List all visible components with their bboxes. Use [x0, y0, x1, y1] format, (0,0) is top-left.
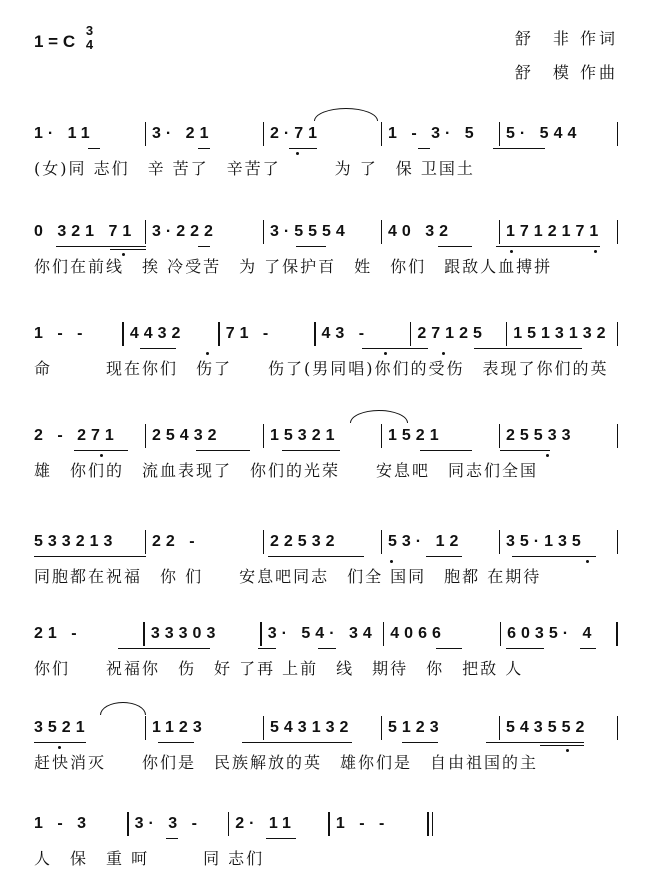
measure: 1 - 3· 5	[388, 125, 479, 142]
barline	[617, 322, 619, 346]
barline	[499, 530, 501, 554]
underline	[268, 556, 364, 557]
tie-arc	[314, 108, 378, 121]
lower-octave-dot	[390, 560, 393, 563]
measure: 25533	[506, 427, 576, 444]
tie-arc	[100, 702, 146, 715]
underline	[438, 246, 472, 247]
underline	[402, 742, 438, 743]
time-numerator: 3	[85, 22, 94, 38]
measure: 3521	[34, 719, 90, 736]
lyrics-line: (女)同 志们 辛 苦了 辛苦了 为 了 保 卫国土	[34, 159, 475, 178]
measure: 4066	[390, 625, 446, 642]
barline	[499, 122, 501, 146]
barline	[617, 122, 619, 146]
measure: 53· 12	[388, 533, 464, 550]
measure: 1521	[388, 427, 444, 444]
lower-octave-dot	[296, 152, 299, 155]
barline	[328, 812, 330, 836]
key-signature	[34, 22, 94, 52]
underline	[506, 648, 544, 649]
underline	[198, 148, 210, 149]
barline	[499, 716, 501, 740]
underline	[362, 348, 428, 349]
barline	[145, 424, 147, 448]
notes-line	[34, 122, 618, 146]
key-label: 1 = C	[34, 32, 76, 51]
underline	[118, 648, 210, 649]
measure: 543132	[270, 719, 354, 736]
barline	[122, 322, 124, 346]
lower-octave-dot	[442, 352, 445, 355]
measure: 6035· 4	[507, 625, 597, 642]
measure: 43 -	[321, 325, 370, 342]
measure: 3· 3 -	[134, 815, 202, 832]
barline	[381, 530, 383, 554]
underline	[56, 246, 146, 247]
underline	[289, 148, 317, 149]
measure: 1 - 3	[34, 815, 92, 832]
measure: 4432	[129, 325, 186, 342]
barline	[500, 622, 502, 646]
barline	[616, 622, 618, 646]
notes-line	[34, 716, 618, 740]
lyrics-line: 人 保 重 呵 同 志们	[34, 849, 265, 868]
underline	[258, 648, 276, 649]
barline	[499, 424, 501, 448]
underline	[196, 450, 250, 451]
barline	[381, 424, 383, 448]
measure: 1712171	[506, 223, 604, 240]
measure: 35·135	[506, 533, 586, 550]
measure: 5· 544	[506, 125, 582, 142]
barline	[617, 424, 619, 448]
barline	[617, 220, 619, 244]
measure: 15321	[270, 427, 340, 444]
barline	[314, 322, 316, 346]
lower-octave-dot	[384, 352, 387, 355]
barline	[263, 530, 265, 554]
measure: 25432	[152, 427, 222, 444]
measure: 3· 21	[152, 125, 214, 142]
measure: 0 321 71	[34, 223, 137, 240]
underline	[496, 246, 600, 247]
underline	[418, 148, 430, 149]
lower-octave-dot	[206, 352, 209, 355]
barline	[263, 220, 265, 244]
lyrics-line: 同胞都在祝福 你 们 安息吧同志 们全 国同 胞都 在期待	[34, 567, 542, 586]
underline	[420, 450, 472, 451]
measure: 22 -	[152, 533, 200, 550]
underline	[74, 450, 128, 451]
measure: 2· 11	[235, 815, 296, 832]
barline	[499, 220, 501, 244]
composer-credit: 舒 模 作曲	[514, 63, 618, 82]
underline	[296, 246, 326, 247]
measure: 2·71	[270, 125, 323, 142]
underline	[140, 348, 176, 349]
underline	[34, 742, 86, 743]
underline	[500, 450, 550, 451]
barline	[263, 716, 265, 740]
underline	[282, 450, 340, 451]
barline	[145, 530, 147, 554]
lyrics-line: 赶快消灭 你们是 民族解放的英 雄你们是 自由祖国的主	[34, 753, 539, 772]
lower-octave-dot	[586, 560, 589, 563]
lyrics-line: 雄 你们的 流血表现了 你们的光荣 安息吧 同志们全国	[34, 461, 539, 480]
barline	[145, 122, 147, 146]
measure: 3· 54· 34	[267, 625, 377, 642]
underline	[474, 348, 582, 349]
barline	[218, 322, 220, 346]
barline	[410, 322, 412, 346]
tie-arc	[350, 410, 408, 423]
barline	[506, 322, 508, 346]
lower-octave-dot	[546, 454, 549, 457]
barline	[617, 530, 619, 554]
underline	[166, 838, 178, 839]
underline	[88, 148, 100, 149]
measure: 1 - -	[34, 325, 88, 342]
lyrics-line: 命 现在你们 伤了 伤了(男同唱)你们的受伤 表现了你们的英	[34, 359, 609, 378]
underline	[486, 742, 584, 743]
underline	[242, 742, 352, 743]
notes-line	[34, 322, 618, 346]
barline	[263, 424, 265, 448]
lower-octave-dot	[594, 250, 597, 253]
underline	[34, 556, 146, 557]
lower-octave-dot	[510, 250, 513, 253]
barline	[260, 622, 262, 646]
measure: 33303	[150, 625, 221, 642]
measure: 2 - 271	[34, 427, 119, 444]
barline	[381, 122, 383, 146]
barline	[145, 716, 147, 740]
underline	[198, 246, 210, 247]
measure: 5123	[388, 719, 444, 736]
notes-line	[34, 424, 618, 448]
underline	[436, 648, 462, 649]
underline	[512, 556, 596, 557]
measure: 40 32	[388, 223, 454, 240]
barline	[143, 622, 145, 646]
underline	[266, 838, 296, 839]
barline	[381, 716, 383, 740]
barline	[383, 622, 385, 646]
lyrics-line: 你们 祝福你 伤 好 了再 上前 线 期待 你 把敌 人	[34, 659, 524, 678]
measure: 543552	[506, 719, 590, 736]
measure: 1 - -	[335, 815, 390, 832]
measure: 1· 11	[34, 125, 95, 142]
barline	[127, 812, 129, 836]
underline	[110, 249, 146, 250]
measure: 71 -	[225, 325, 274, 342]
lower-octave-dot	[58, 746, 61, 749]
barline	[263, 122, 265, 146]
measure: 3·222	[152, 223, 218, 240]
measure: 27125	[417, 325, 487, 342]
measure: 3·5554	[270, 223, 350, 240]
lower-octave-dot	[566, 749, 569, 752]
barline	[381, 220, 383, 244]
underline	[318, 648, 336, 649]
notes-line	[34, 812, 436, 836]
lower-octave-dot	[100, 454, 103, 457]
underline	[493, 148, 545, 149]
underline	[540, 745, 584, 746]
lyrics-line: 你们在前线 挨 冷受苦 为 了保护百 姓 你们 跟敌人血搏拼	[34, 257, 553, 276]
measure: 1123	[152, 719, 207, 736]
measure: 22532	[270, 533, 340, 550]
barline	[617, 716, 619, 740]
notes-line	[34, 530, 618, 554]
underline	[580, 648, 596, 649]
time-signature	[86, 24, 93, 52]
lyricist-credit: 舒 非 作词	[514, 29, 618, 48]
measure: 533213	[34, 533, 118, 550]
measure: 21 -	[34, 625, 82, 642]
underline	[426, 556, 462, 557]
time-denominator: 4	[85, 36, 94, 52]
lower-octave-dot	[122, 253, 125, 256]
notes-line	[34, 220, 618, 244]
notes-line	[34, 622, 618, 646]
final-double-barline	[427, 812, 436, 836]
measure: 1513132	[513, 325, 611, 342]
barline	[145, 220, 147, 244]
barline	[228, 812, 230, 836]
underline	[158, 742, 194, 743]
